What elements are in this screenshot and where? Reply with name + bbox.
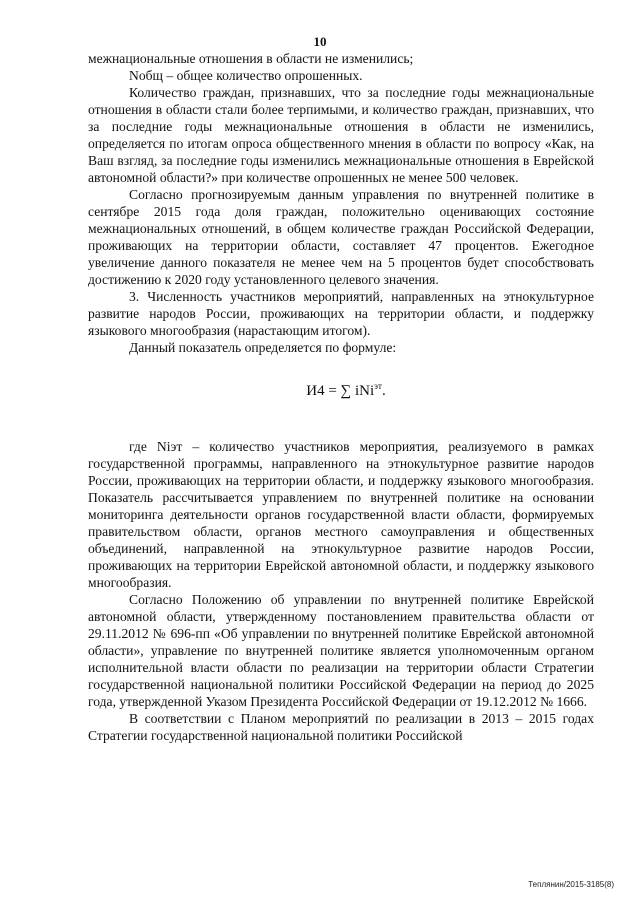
formula-end: . (381, 383, 386, 399)
paragraph: Данный показатель определяется по формуле: (129, 340, 397, 355)
paragraph: Согласно Положению об управлении по внутренней политике Еврейской автономной области, утвержденному постановлением правительства области от 29.11.2012 № 696-пп «Об управлении по внутренней политике Еврейской автономной области», управление по внутренней политике является уполномоченным органом исполнительной власти области по реализации на территории области Стратегии государственной национальной политики Российской Федерации на период до 2025 года, утвержденной Указом Президента Российской Федерации от 19.12.2012 № 1666. (88, 592, 594, 709)
formula-superscript: эт (374, 381, 382, 391)
paragraph: Согласно прогнозируемым данным управления по внутренней политике в сентябре 2015 года доля граждан, положительно оценивающих состояние межнациональных отношений, в общем количестве граждан Российской Федерации, проживающих на территории области, составляет 47 процентов. Ежегодное увеличение данного показателя не менее чем на 5 процентов будет способствовать достижению к 2020 году установленного целевого значения. (88, 187, 594, 287)
formula-expression: И4 = ∑ iNi (306, 383, 375, 399)
paragraph: межнациональные отношения в области не изменились; (88, 51, 414, 66)
document-code: Теплянин/2015-3185(8) (528, 880, 614, 889)
paragraph: В соответствии с Планом мероприятий по реализации в 2013 – 2015 годах Стратегии государственной национальной политики Российской (88, 711, 594, 743)
paragraph: где Niэт – количество участников мероприятия, реализуемого в рамках государственной программы, направленного на этнокультурное развитие народов России, проживающих на территории области, и поддержку языкового многообразия. Показатель рассчитывается управлением по внутренней политике на основании мониторинга деятельности органов государственной власти области, формируемых правительством области, органов местного самоуправления и общественных объединений, направленной на этнокультурное развитие народов России, проживающих на территории Еврейской автономной области, и поддержку языкового многообразия. (88, 439, 594, 590)
formula (88, 378, 594, 400)
paragraph: Nобщ – общее количество опрошенных. (129, 68, 363, 83)
document-body (88, 50, 594, 744)
paragraph: Количество граждан, признавших, что за последние годы межнациональные отношения в области стали более терпимыми, и количество граждан, признавших, что за последние годы межнациональные отношения в области не изменились, определяется по итогам опроса общественного мнения в области по вопросу «Как, на Ваш взгляд, за последние годы изменились межнациональные отношения в Еврейской автономной области?» при количестве опрошенных не менее 500 человек. (88, 85, 594, 185)
paragraph: 3. Численность участников мероприятий, направленных на этнокультурное развитие народов России, проживающих на территории области, и поддержку языкового многообразия (нарастающим итогом). (88, 289, 594, 338)
page-number: 10 (313, 34, 327, 49)
